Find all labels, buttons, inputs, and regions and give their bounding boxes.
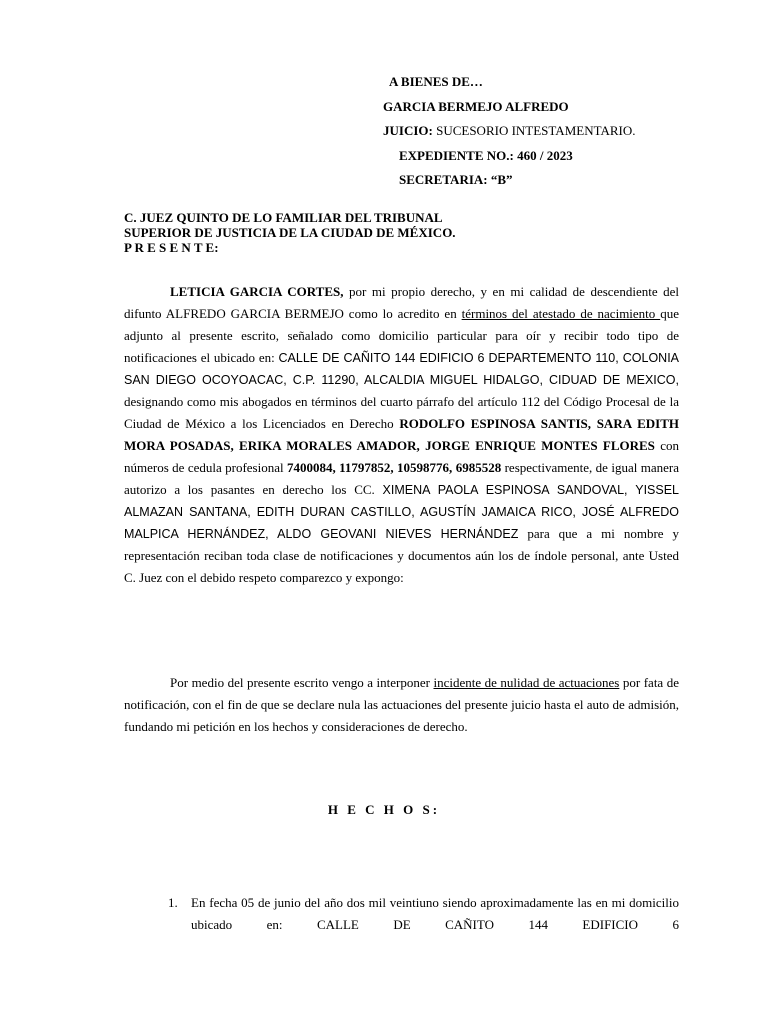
- intro-paragraph: [124, 281, 679, 589]
- p1-text-1: por mi propio derecho, y en mi calidad de descendiente del difunto ALFREDO GARCIA BERMEJO como lo acredito en: [124, 284, 680, 321]
- juicio-value: SUCESORIO INTESTAMENTARIO.: [436, 123, 636, 138]
- hecho-number: 1.: [168, 895, 178, 910]
- petition-paragraph: [124, 672, 679, 738]
- p2-text-2: por fata de notificación, con el fin de que se declare nula las actuaciones del presente juicio hasta el auto de admisión, fundando mi petición en los hechos y consideraciones de derecho.: [124, 675, 679, 734]
- p1-text-5: respectivamente, de igual manera autorizo a los pasantes en derecho los CC.: [124, 460, 679, 497]
- addressee-block: [124, 210, 456, 255]
- header-juicio: [383, 123, 636, 139]
- header-deceased-name: GARCIA BERMEJO ALFREDO: [383, 99, 569, 114]
- header-expediente: EXPEDIENTE NO.: 460 / 2023: [399, 148, 573, 163]
- header-a-bienes: A BIENES DE…: [389, 74, 483, 89]
- juicio-label: JUICIO:: [383, 123, 433, 138]
- lawyers-names: RODOLFO ESPINOSA SANTIS, SARA EDITH MORA POSADAS, ERIKA MORALES AMADOR, JORGE ENRIQUE MONTES FLORES: [124, 416, 679, 453]
- p2-underlined-1: incidente de nulidad de actuaciones: [433, 675, 620, 690]
- header-secretaria: [399, 172, 513, 188]
- p1-text-3: designando como mis abogados en términos del cuarto párrafo del artículo 112 del Código Procesal de la Ciudad de México a los Licenciados en Derecho: [124, 394, 679, 431]
- p1-text-6: para que a mi nombre y representación reciban toda clase de notificaciones y documentos aún los de índole personal, ante Usted C. Juez con el debido respeto comparezco y expongo:: [124, 526, 680, 585]
- hechos-heading: H E C H O S:: [327, 802, 441, 817]
- interns-names: XIMENA PAOLA ESPINOSA SANDOVAL, YISSEL ALMAZAN SANTANA, EDITH DURAN CASTILLO, AGUSTÍN JAMAICA RICO, JOSÉ ALFREDO MALPICA HERNÁNDEZ, ALDO GEOVANI NIEVES HERNÁNDEZ: [124, 483, 680, 541]
- p2-text-1: Por medio del presente escrito vengo a interponer: [170, 675, 434, 690]
- addressee-line-3: P R E S E N T E:: [124, 240, 219, 255]
- cedula-numbers: 7400084, 11797852, 10598776, 6985528: [287, 460, 502, 475]
- domicile-address: CALLE DE CAÑITO 144 EDIFICIO 6 DEPARTEMENTO 110, COLONIA SAN DIEGO OCOYOACAC, C.P. 11290, ALCALDIA MIGUEL HIDALGO, CIDUAD DE MEXICO,: [124, 351, 679, 387]
- addressee-line-2: SUPERIOR DE JUSTICIA DE LA CIUDAD DE MÉXICO.: [124, 225, 456, 240]
- p1-underlined-1: términos del atestado de nacimiento: [461, 306, 661, 321]
- hecho-text: En fecha 05 de junio del año dos mil veintiuno siendo aproximadamente las en mi domicilio ubicado en: CALLE DE CAÑITO 144 EDIFICIO 6: [191, 895, 679, 932]
- petitioner-name: LETICIA GARCIA CORTES,: [170, 284, 344, 299]
- secretaria-label: SECRETARIA:: [399, 172, 488, 187]
- addressee-line-1: C. JUEZ QUINTO DE LO FAMILIAR DEL TRIBUNAL: [124, 210, 443, 225]
- secretaria-value: “B”: [490, 172, 513, 187]
- p1-text-4: con números de cedula profesional: [124, 438, 680, 475]
- p1-text-2: que adjunto al presente escrito, señalado como domicilio particular para oír y recibir todo tipo de notificaciones el ubicado en:: [124, 306, 679, 365]
